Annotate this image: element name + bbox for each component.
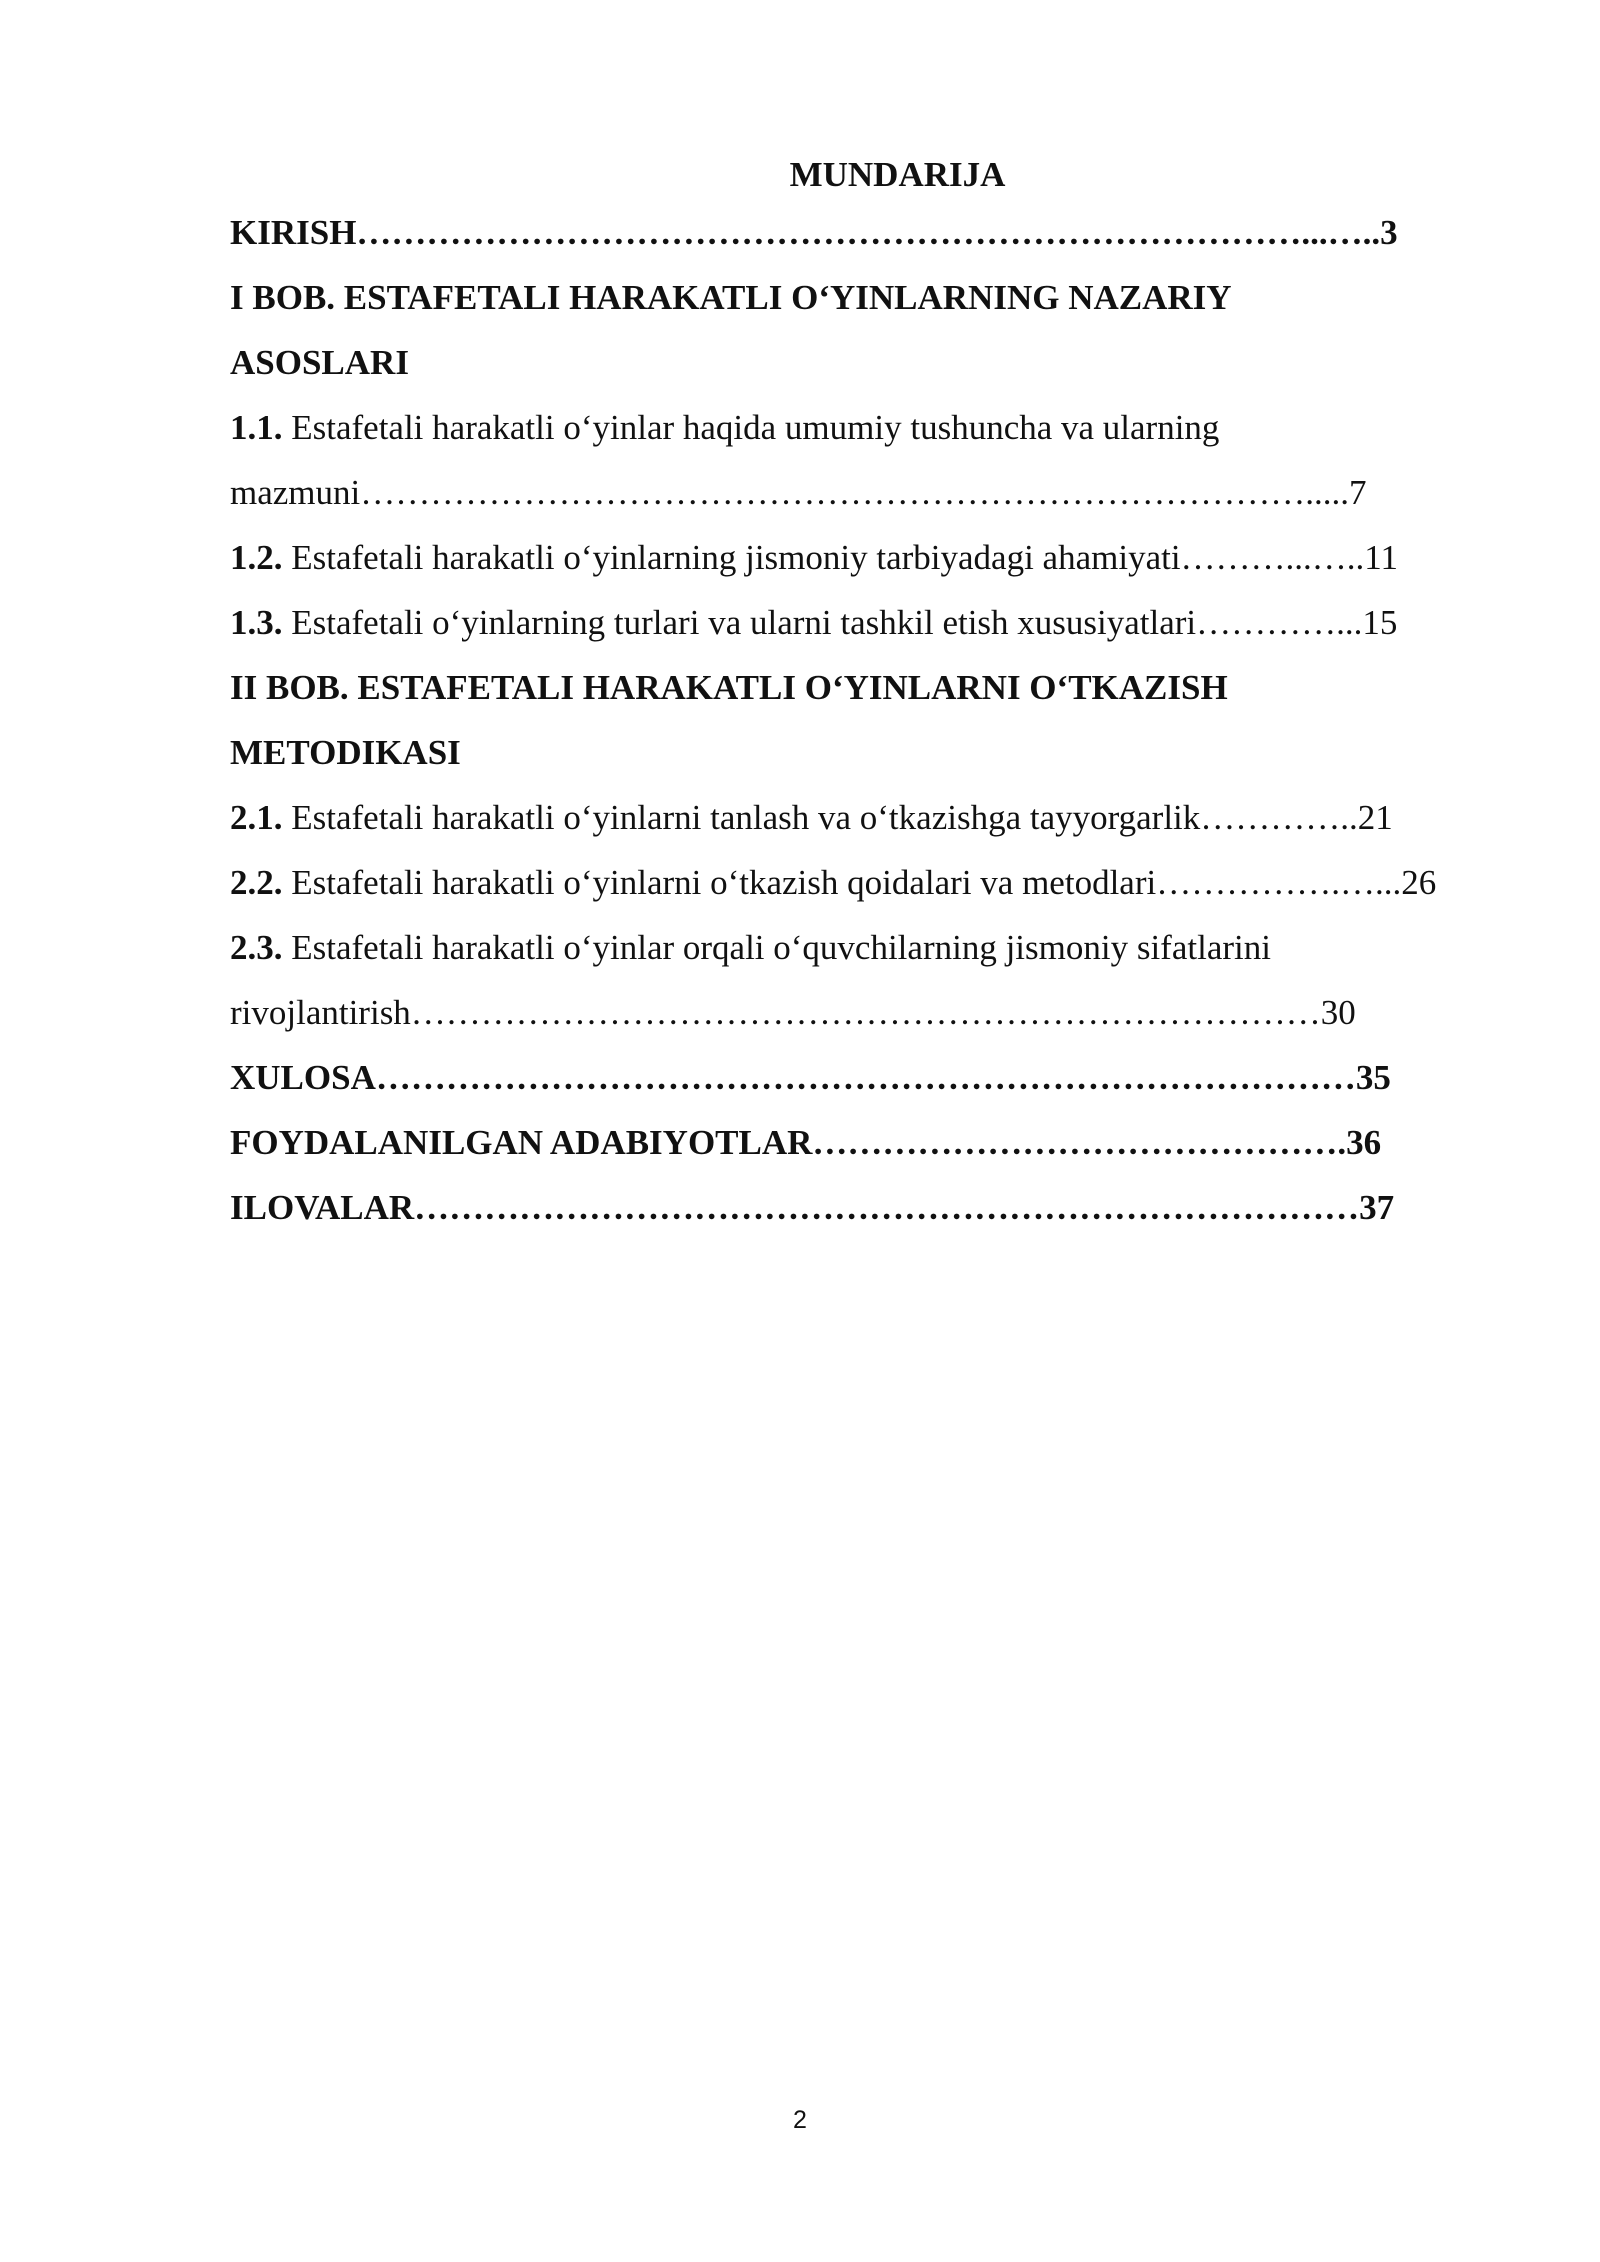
toc-section-2-3-cont [230,980,1495,1045]
toc-entry-text: mazmuni……………………………………………………………………….....7 [230,473,1367,512]
toc-entry-text: Estafetali harakatli o‘yinlarning jismoniy tarbiyadagi ahamiyati………...…..11 [282,538,1399,577]
toc-entry-text: Estafetali o‘yinlarning turlari va ularni tashkil etish xususiyatlari…………...15 [282,603,1398,642]
toc-entry-text: KIRISH………………………………………………………………………...…..3 [230,213,1398,252]
toc-chapter-2-heading-cont [230,720,1495,785]
page-number: 2 [793,2106,807,2134]
toc-section-1-2 [230,525,1495,590]
table-of-contents [230,150,1495,1240]
toc-title: MUNDARIJA [789,155,1006,194]
toc-section-1-1 [230,395,1495,460]
toc-section-number: 2.3. [230,928,283,967]
toc-section-number: 2.2. [230,863,283,902]
toc-section-1-3 [230,590,1495,655]
toc-section-2-1 [230,785,1495,850]
toc-entry-text: rivojlantirish……………………………………………………………………30 [230,993,1356,1032]
toc-entry-adabiyotlar [230,1110,1495,1175]
toc-section-number: 2.1. [230,798,283,837]
toc-chapter-2-heading [230,655,1495,720]
toc-section-number: 1.3. [230,603,283,642]
toc-entry-text: XULOSA…………………………………………………………………………35 [230,1058,1391,1097]
toc-entry-text: Estafetali harakatli o‘yinlarni tanlash va o‘tkazishga tayyorgarlik…………..21 [282,798,1393,837]
toc-entry-text: II BOB. ESTAFETALI HARAKATLI O‘YINLARNI O‘TKAZISH [230,668,1228,707]
toc-entry-text: METODIKASI [230,733,461,772]
toc-entry-ilovalar [230,1175,1495,1240]
toc-chapter-1-heading-cont [230,330,1495,395]
toc-entry-text: Estafetali harakatli o‘yinlarni o‘tkazish qoidalari va metodlari…………….…...26 [282,863,1437,902]
toc-entry-text: Estafetali harakatli o‘yinlar haqida umumiy tushuncha va ularning [282,408,1220,447]
toc-entry-text: ILOVALAR………………………………………………………………………37 [230,1188,1395,1227]
toc-section-1-1-cont [230,460,1495,525]
toc-entry-text: I BOB. ESTAFETALI HARAKATLI O‘YINLARNING NAZARIY [230,278,1232,317]
toc-entry-text: FOYDALANILGAN ADABIYOTLAR……………………………………….36 [230,1123,1382,1162]
toc-entry-text: Estafetali harakatli o‘yinlar orqali o‘quvchilarning jismoniy sifatlarini [282,928,1271,967]
toc-section-number: 1.2. [230,538,283,577]
toc-chapter-1-heading [230,265,1495,330]
toc-section-number: 1.1. [230,408,283,447]
toc-section-2-3 [230,915,1495,980]
toc-entry-xulosa [230,1045,1495,1110]
toc-entry-text: ASOSLARI [230,343,409,382]
toc-section-2-2 [230,850,1495,915]
toc-entry-kirish [230,200,1495,265]
